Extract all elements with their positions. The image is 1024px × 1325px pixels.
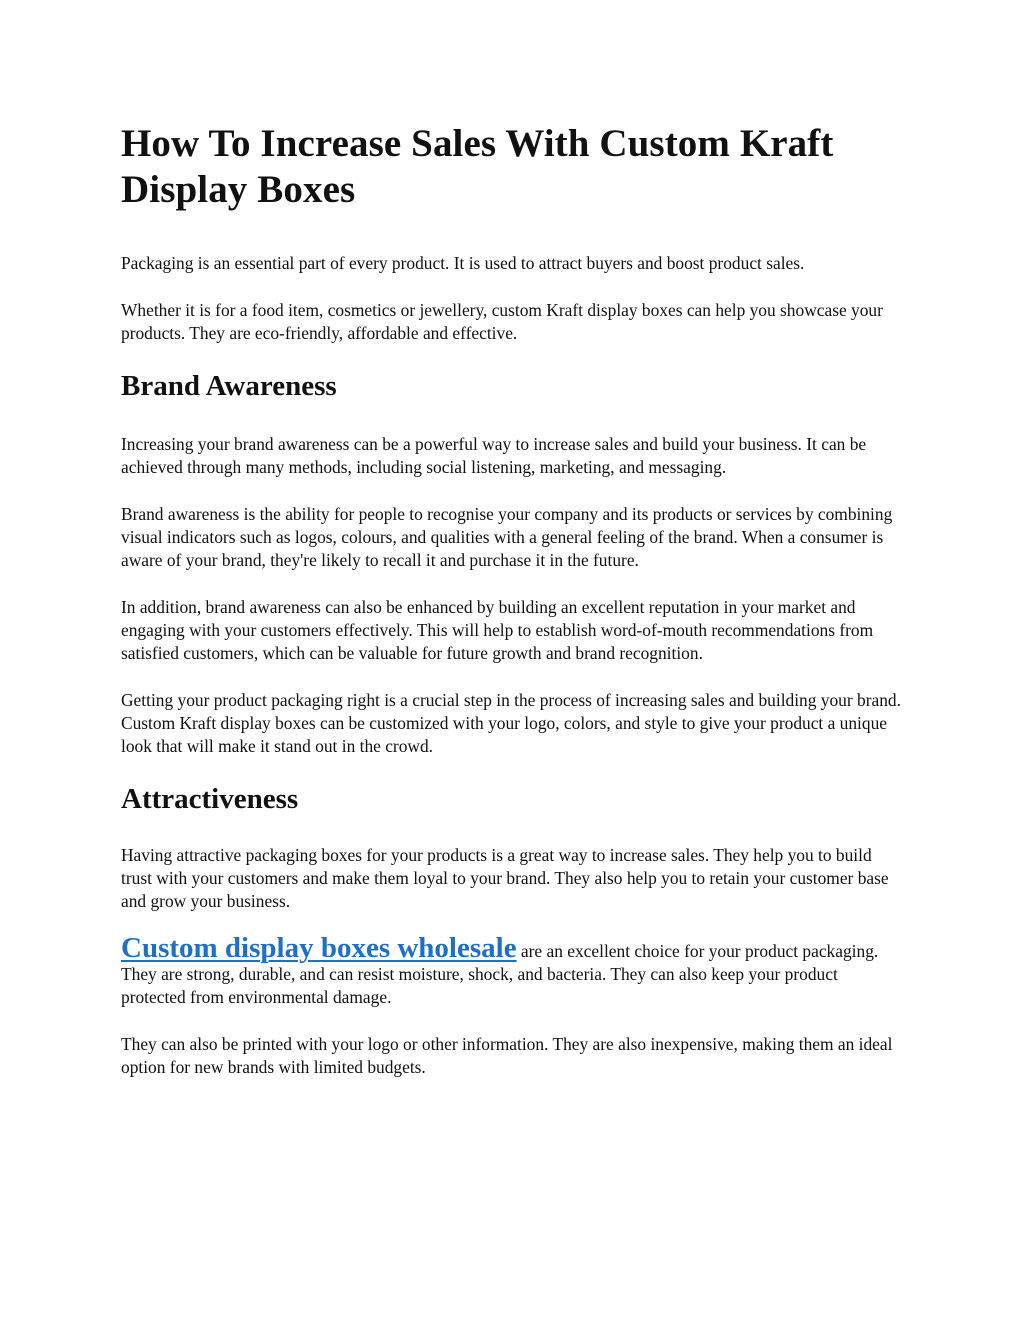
attractiveness-link-paragraph bbox=[121, 933, 906, 1009]
brand-paragraph-3: In addition, brand awareness can also be enhanced by building an excellent reputation in your market and engaging with your customers effectively. This will help to establish word-of-mouth recommendations from satisfied customers, which can be valuable for future growth and brand recognition. bbox=[121, 597, 874, 663]
attractiveness-closing-paragraph: They can also be printed with your logo or other information. They are also inexpensive, making them an ideal option for new brands with limited budgets. bbox=[121, 1034, 893, 1077]
brand-paragraph-2: Brand awareness is the ability for people to recognise your company and its products or services by combining visual indicators such as logos, colours, and qualities with a general feeling of the brand. When a consumer is aware of your brand, they're likely to recall it and purchase it in the future. bbox=[121, 504, 893, 570]
brand-paragraph-4: Getting your product packaging right is a crucial step in the process of increasing sales and building your brand. Custom Kraft display boxes can be customized with your logo, colors, and style to give your product a unique look that will make it stand out in the crowd. bbox=[121, 690, 901, 756]
page-title: How To Increase Sales With Custom Kraft Display Boxes bbox=[121, 122, 834, 211]
section-heading-attractiveness: Attractiveness bbox=[121, 783, 299, 815]
intro-paragraph-1: Packaging is an essential part of every product. It is used to attract buyers and boost product sales. bbox=[121, 253, 805, 273]
intro-paragraph-2: Whether it is for a food item, cosmetics or jewellery, custom Kraft display boxes can help you showcase your products. They are eco-friendly, affordable and effective. bbox=[121, 300, 883, 343]
brand-paragraph-1: Increasing your brand awareness can be a powerful way to increase sales and build your business. It can be achieved through many methods, including social listening, marketing, and messaging. bbox=[121, 434, 867, 477]
link-paragraph-text: are an excellent choice for your product packaging. They are strong, durable, and can resist moisture, shock, and bacteria. They can also keep your product protected from environmental damage. bbox=[121, 941, 879, 1007]
custom-display-boxes-wholesale-link[interactable]: Custom display boxes wholesale bbox=[121, 932, 517, 964]
section-heading-brand-awareness: Brand Awareness bbox=[121, 370, 337, 402]
document-page bbox=[121, 0, 906, 1079]
attractiveness-paragraph-1: Having attractive packaging boxes for your products is a great way to increase sales. They help you to build trust with your customers and make them loyal to your brand. They also help you to retain your customer base and grow your business. bbox=[121, 845, 889, 911]
